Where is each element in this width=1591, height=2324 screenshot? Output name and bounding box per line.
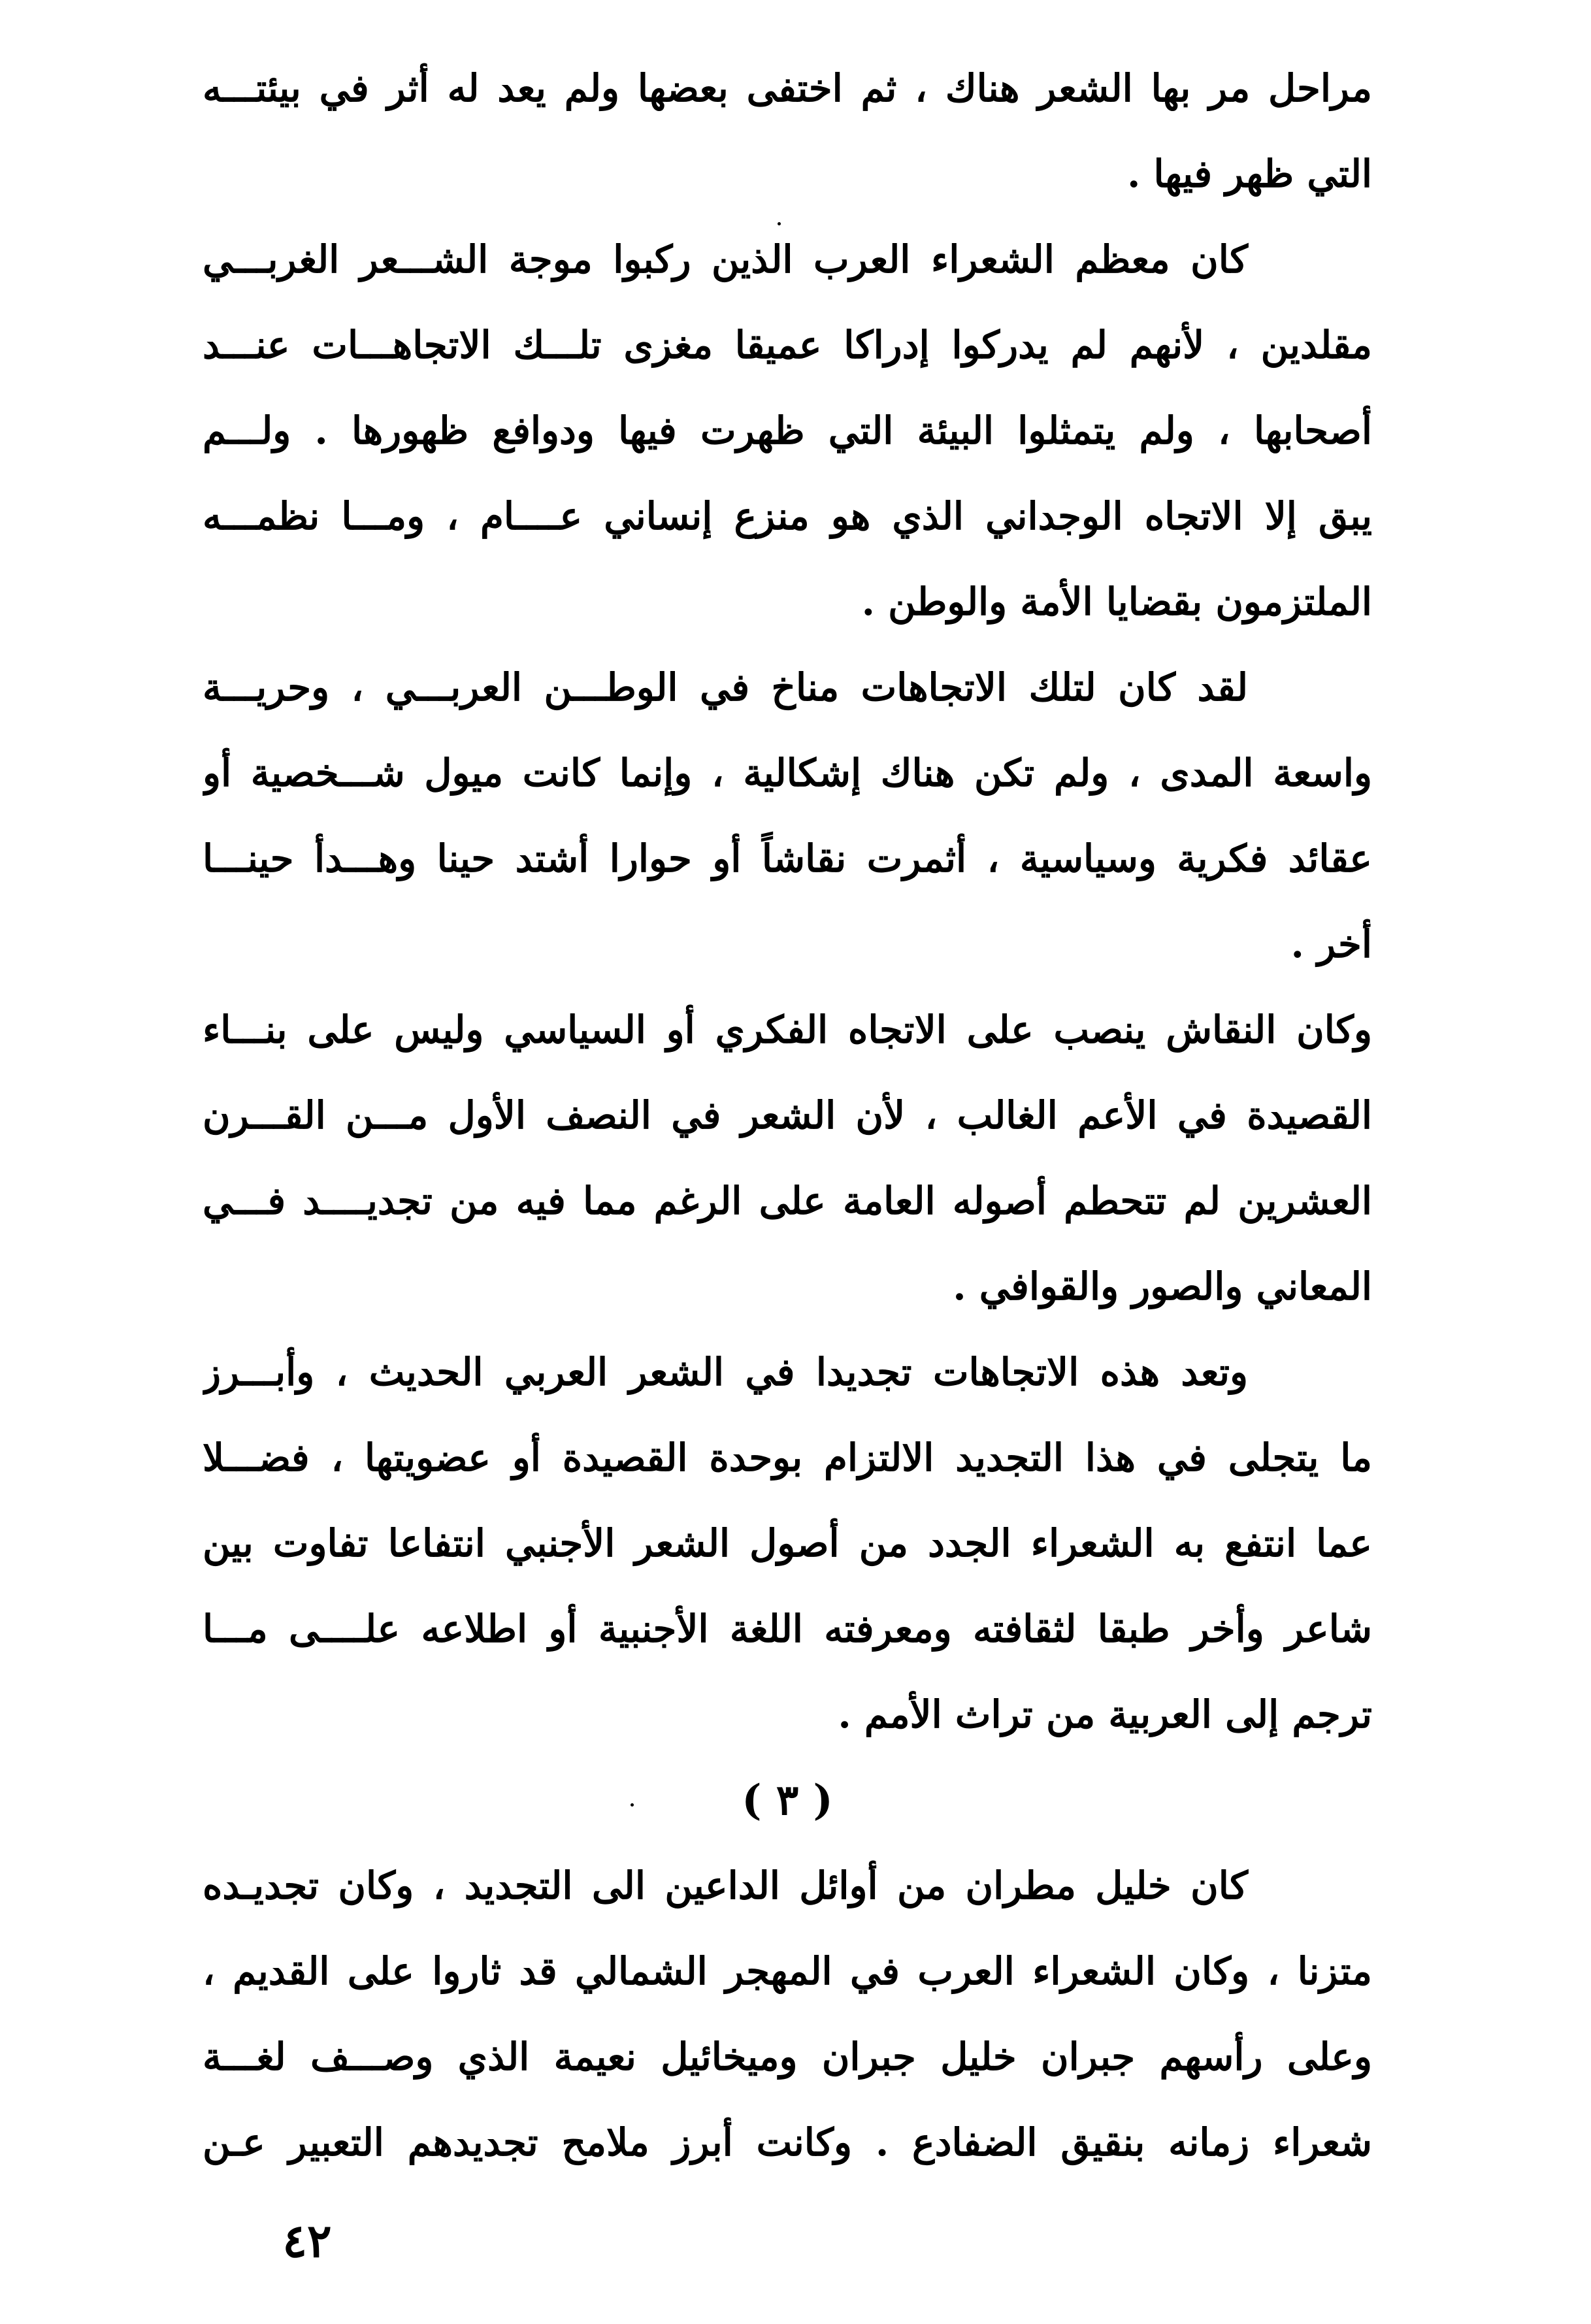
text-line: أخر . (1290, 922, 1372, 966)
text-line: عقائد فكرية وسياسية ، أثمرت نقاشاً أو حوارا أشتد حينا وهـــدأ حينـــا (203, 836, 1372, 881)
paragraph (203, 217, 1372, 645)
text-line: المعاني والصور والقوافي . (953, 1264, 1372, 1309)
text-line: مراحل مر بها الشعر هناك ، ثم اختفى بعضها ولم يعد له أثر في بيئتـــه (203, 66, 1372, 110)
paragraph (203, 1330, 1372, 1758)
text-line: يبق إلا الاتجاه الوجداني الذي هو منزع إنساني عــــام ، ومـــا نظمـــه (203, 494, 1372, 538)
text-line: ما يتجلى في هذا التجديد الالتزام بوحدة القصيدة أو عضويتها ، فضـــلا (203, 1435, 1372, 1480)
text-line: شاعر وأخر طبقا لثقافته ومعرفته اللغة الأجنبية أو اطلاعه علــــى مـــا (203, 1607, 1372, 1651)
text-line: لقد كان لتلك الاتجاهات مناخ في الوطـــن العربـــي ، وحريـــة (203, 665, 1248, 710)
text-line: ترجم إلى العربية من تراث الأمم . (838, 1692, 1372, 1737)
text-line: شعراء زمانه بنقيق الضفادع . وكانت أبرز ملامح تجديدهم التعبير عـن (203, 2120, 1372, 2165)
scan-speck (631, 1803, 634, 1807)
text-line: الملتزمون بقضايا الأمة والوطن . (861, 580, 1372, 624)
text-line: وتعد هذه الاتجاهات تجديدا في الشعر العربي الحديث ، وأبـــرز (203, 1350, 1249, 1394)
text-line: متزنا ، وكان الشعراء العرب في المهجر الشمالي قد ثاروا على القديم ، (203, 1949, 1372, 1993)
section-heading: ( ٣ ) (742, 1776, 833, 1825)
paragraph (203, 645, 1372, 987)
text-line: القصيدة في الأعم الغالب ، لأن الشعر في النصف الأول مـــن القـــرن (203, 1093, 1372, 1137)
page-number: ٤٢ (282, 2214, 332, 2268)
paragraph (203, 46, 1372, 217)
text-line: كان معظم الشعراء العرب الذين ركبوا موجة الشـــعر الغربـــي (203, 237, 1248, 282)
document-page (203, 46, 1372, 2267)
text-line: العشرين لم تتحطم أصوله العامة على الرغم مما فيه من تجديــــد فـــي (203, 1179, 1372, 1223)
text-line: مقلدين ، لأنهم لم يدركوا إدراكا عميقا مغزى تلـــك الاتجاهـــات عنـــد (203, 323, 1372, 367)
text-line: عما انتفع به الشعراء الجدد من أصول الشعر الأجنبي انتفاعا تفاوت بين (203, 1521, 1372, 1565)
scan-speck (778, 222, 781, 225)
text-line: وعلى رأسهم جبران خليل جبران وميخائيل نعيمة الذي وصـــف لغـــة (203, 2035, 1372, 2079)
text-line: واسعة المدى ، ولم تكن هناك إشكالية ، وإنما كانت ميول شـــخصية أو (203, 751, 1372, 795)
text-line: التي ظهر فيها . (1127, 152, 1372, 196)
paragraph (203, 1843, 1372, 2185)
text-line: كان خليل مطران من أوائل الداعين الى التجديد ، وكان تجديـده (203, 1863, 1248, 1908)
text-line: وكان النقاش ينصب على الاتجاه الفكري أو السياسي وليس على بنـــاء (203, 1007, 1372, 1052)
text-line: أصحابها ، ولم يتمثلوا البيئة التي ظهرت فيها ودوافع ظهورها . ولـــم (203, 408, 1372, 453)
paragraph (203, 987, 1372, 1330)
